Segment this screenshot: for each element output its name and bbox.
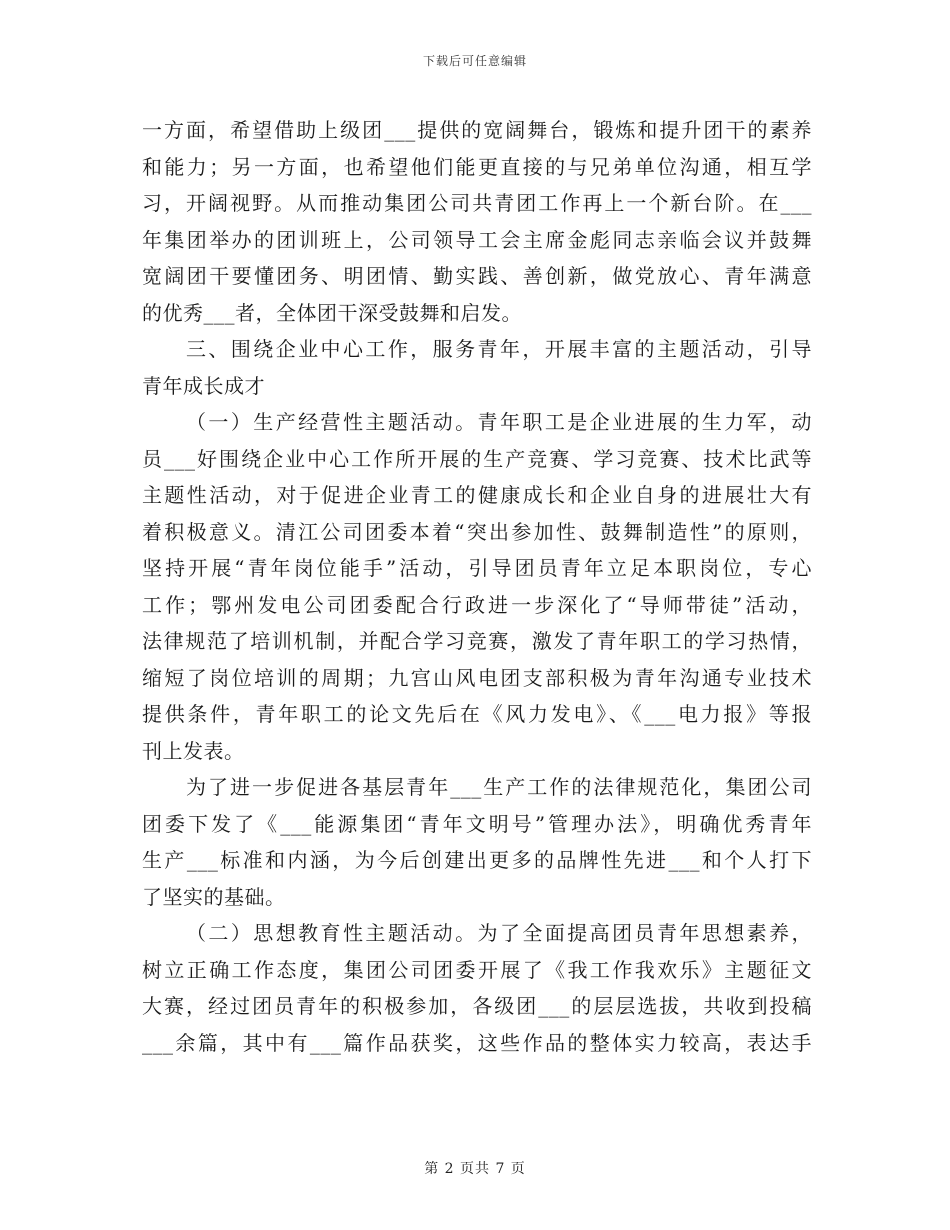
text-line: 员___好围绕企业中心工作所开展的生产竞赛、学习竞赛、技术比武等 [142,446,812,471]
text-line: 缩短了岗位培训的周期；九宫山风电团支部积极为青年沟通专业技术 [142,665,812,690]
text-line: 年集团举办的团训班上，公司领导工会主席金彪同志亲临会议并鼓舞 [142,227,812,252]
text-line: 一方面，希望借助上级团___提供的宽阔舞台，锻炼和提升团干的素养 [142,118,812,142]
text-line: ___余篇，其中有___篇作品获奖，这些作品的整体实力较高，表达手 [142,1030,812,1055]
section-heading-line: 青年成长成才 [142,373,265,398]
text-line: （二）思想教育性主题活动。为了全面提高团员青年思想素养， [186,921,812,945]
text-line: 生产___标准和内涵，为今后创建出更多的品牌性先进___和个人打下 [142,848,812,872]
text-line: 宽阔团干要懂团务、明团情、勤实践、善创新，做党放心、青年满意 [142,264,812,288]
body-text [142,112,812,1061]
text-line: 树立正确工作态度，集团公司团委开展了《我工作我欢乐》主题征文 [142,957,812,982]
text-line: 提供条件，青年职工的论文先后在《风力发电》、《___电力报》等报 [142,702,812,726]
text-line: 团委下发了《___能源集团“青年文明号”管理办法》，明确优秀青年 [142,811,812,836]
text-line: 大赛，经过团员青年的积极参加，各级团___的层层选拔，共收到投稿 [142,994,812,1018]
text-line: 了坚实的基础。 [142,884,286,909]
page-header: 下载后可任意编辑 [422,54,527,68]
text-line: 着积极意义。清江公司团委本着“突出参加性、鼓舞制造性”的原则， [142,519,812,544]
text-line: 刊上发表。 [142,738,245,763]
text-line: 习，开阔视野。从而推动集团公司共青团工作再上一个新台阶。在___ [142,191,812,215]
text-line: 为了进一步促进各基层青年___生产工作的法律规范化，集团公司 [186,775,812,799]
text-line: 和能力；另一方面，也希望他们能更直接的与兄弟单位沟通，相互学 [142,154,812,179]
text-line: 法律规范了培训机制，并配合学习竞赛，激发了青年职工的学习热情， [142,629,812,653]
text-line: 主题性活动，对于促进企业青工的健康成长和企业自身的进展壮大有 [142,483,812,507]
text-line: 坚持开展“青年岗位能手”活动，引导团员青年立足本职岗位，专心 [142,556,812,580]
page-number: 第 2 页共 7 页 [424,1161,526,1177]
text-line: 的优秀___者，全体团干深受鼓舞和启发。 [142,300,522,325]
text-line: （一）生产经营性主题活动。青年职工是企业进展的生力军，动 [186,410,812,434]
section-heading-line: 三、围绕企业中心工作，服务青年，开展丰富的主题活动，引导 [186,337,812,361]
text-line: 工作；鄂州发电公司团委配合行政进一步深化了“导师带徒”活动， [142,592,812,617]
